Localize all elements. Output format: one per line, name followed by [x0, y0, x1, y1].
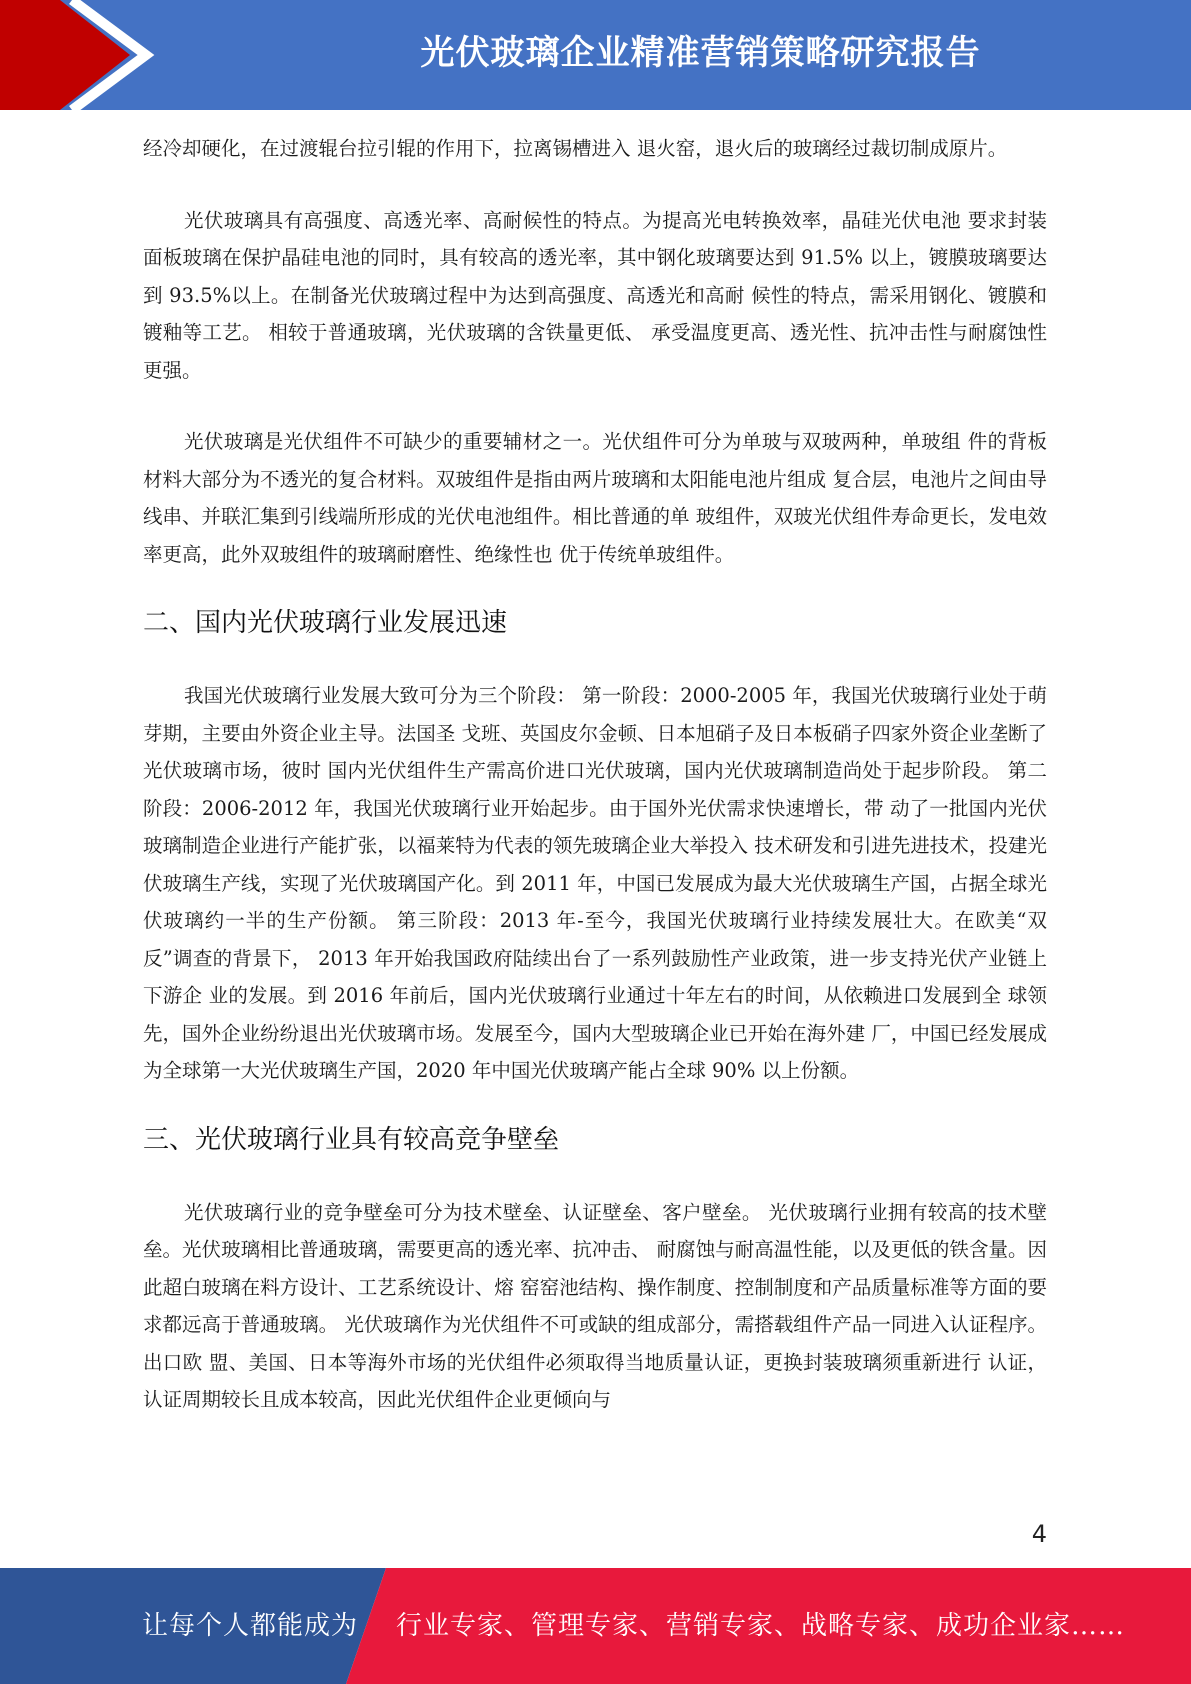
- paragraph-module-types: 光伏玻璃是光伏组件不可缺少的重要辅材之一。光伏组件可分为单玻与双玻两种，单玻组 件的背板材料大部分为不透光的复合材料。双玻组件是指由两片玻璃和太阳能电池片组成 复合层，电池片之间由导线串、并联汇集到引线端所形成的光伏电池组件。相比普通的单 玻组件，双玻光伏组件寿命更长，发电效率更高，此外双玻组件的玻璃耐磨性、绝缘性也 优于传统单玻组件。: [143, 430, 1047, 566]
- page-header: [0, 0, 1191, 110]
- section-heading-2: 二、国内光伏玻璃行业发展迅速: [143, 608, 508, 638]
- report-body: [143, 130, 1047, 1419]
- footer-slogan-left: 让每个人都能成为: [142, 1611, 359, 1641]
- header-chevron-decoration: [0, 0, 200, 110]
- paragraph-glass-properties: 光伏玻璃具有高强度、高透光率、高耐候性的特点。为提高光电转换效率，晶硅光伏电池 要求封装面板玻璃在保护晶硅电池的同时，具有较高的透光率，其中钢化玻璃要达到 91.5% 以上，镀膜玻璃要达到 93.5%以上。在制备光伏玻璃过程中为达到高强度、高透光和高耐 候性的特点，需采用钢化、镀膜和镀釉等工艺。 相较于普通玻璃，光伏玻璃的含铁量更低、 承受温度更高、透光性、抗冲击性与耐腐蚀性更强。: [143, 208, 1047, 382]
- paragraph-barriers: 光伏玻璃行业的竞争壁垒可分为技术壁垒、认证壁垒、客户壁垒。 光伏玻璃行业拥有较高的技术壁垒。光伏玻璃相比普通玻璃，需要更高的透光率、抗冲击、 耐腐蚀与耐高温性能，以及更低的铁含量。因此超白玻璃在料方设计、工艺系统设计、熔 窑窑池结构、操作制度、控制制度和产品质量标准等方面的要求都远高于普通玻璃。 光伏玻璃作为光伏组件不可或缺的组成部分，需搭载组件产品一同进入认证程序。出口欧 盟、美国、日本等海外市场的光伏组件必须取得当地质量认证，更换封装玻璃须重新进行 认证，认证周期较长且成本较高，因此光伏组件企业更倾向与: [143, 1200, 1047, 1411]
- footer-slogan-right: 行业专家、管理专家、营销专家、战略专家、成功企业家……: [396, 1611, 1126, 1641]
- page-number: 4: [1031, 1520, 1047, 1548]
- page-footer: [0, 1568, 1191, 1684]
- red-chevron-shape: [0, 0, 130, 110]
- report-title: 光伏玻璃企业精准营销策略研究报告: [420, 33, 981, 73]
- section-heading-3: 三、光伏玻璃行业具有较高竞争壁垒: [143, 1124, 560, 1155]
- paragraph-continued: 经冷却硬化，在过渡辊台拉引辊的作用下，拉离锡槽进入 退火窑，退火后的玻璃经过裁切制成原片。: [143, 137, 1008, 160]
- paragraph-industry-stages: 我国光伏玻璃行业发展大致可分为三个阶段： 第一阶段：2000-2005 年，我国光伏玻璃行业处于萌芽期，主要由外资企业主导。法国圣 戈班、英国皮尔金顿、日本旭硝子及日本板硝子四家外资企业垄断了光伏玻璃市场，彼时 国内光伏组件生产需高价进口光伏玻璃，国内光伏玻璃制造尚处于起步阶段。 第二阶段：2006-2012 年，我国光伏玻璃行业开始起步。由于国外光伏需求快速增长，带 动了一批国内光伏玻璃制造企业进行产能扩张，以福莱特为代表的领先玻璃企业大举投入 技术研发和引进先进技术，投建光伏玻璃生产线，实现了光伏玻璃国产化。到 2011 年，中国已发展成为最大光伏玻璃生产国，占据全球光伏玻璃约一半的生产份额。 第三阶段：2013 年-至今，我国光伏玻璃行业持续发展壮大。在欧美“双反”调查的背景下， 2013 年开始我国政府陆续出台了一系列鼓励性产业政策，进一步支持光伏产业链上下游企 业的发展。到 2016 年前后，国内光伏玻璃行业通过十年左右的时间，从依赖进口发展到全 球领先，国外企业纷纷退出光伏玻璃市场。发展至今，国内大型玻璃企业已开始在海外建 厂，中国已经发展成为全球第一大光伏玻璃生产国，2020 年中国光伏玻璃产能占全球 90% 以上份额。: [143, 684, 1047, 1082]
